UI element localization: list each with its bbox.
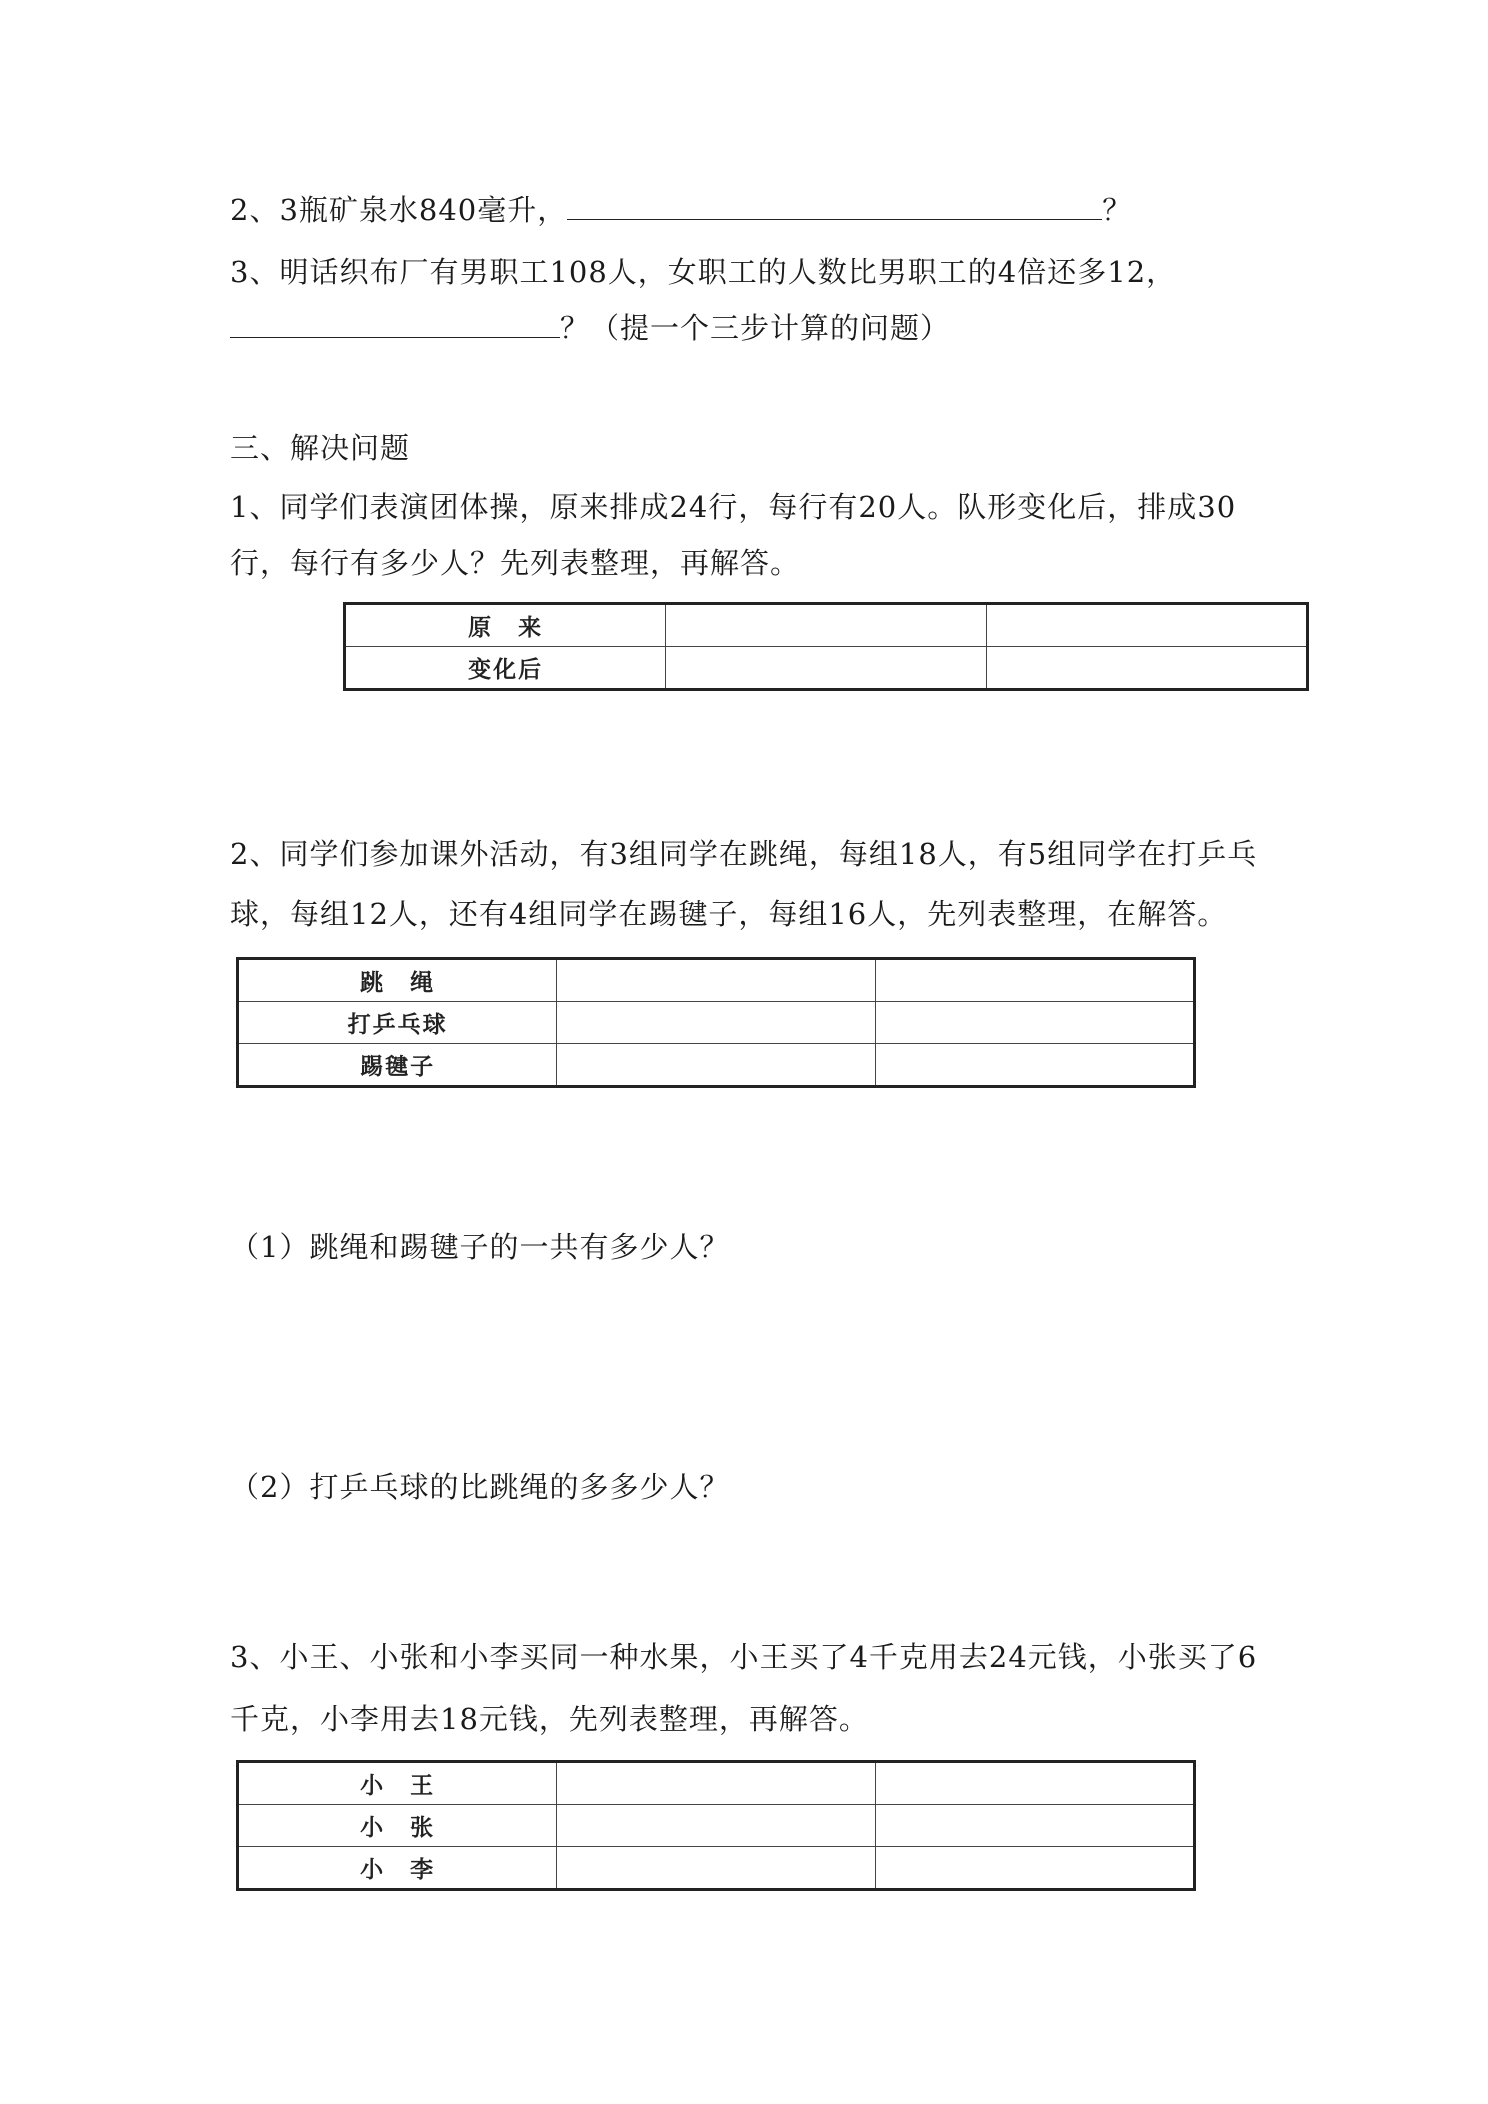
problem-2-sub2: （2）打乒乓球的比跳绳的多多少人？ (230, 1470, 730, 1504)
problem-3-table (236, 1760, 1196, 1891)
table-row (238, 959, 1195, 1002)
problem-1-line2: 行，每行有多少人？先列表整理，再解答。 (230, 546, 801, 580)
problem-2-line2: 球，每组12人，还有4组同学在踢毽子，每组16人，先列表整理，在解答。 (230, 897, 1228, 931)
table-cell[interactable] (557, 1002, 875, 1044)
table-cell[interactable] (557, 1847, 875, 1890)
row-label: 跳 绳 (238, 959, 557, 1002)
table-cell[interactable] (986, 604, 1307, 647)
row-label: 小 李 (238, 1847, 557, 1890)
table-cell[interactable] (557, 1044, 875, 1087)
table-cell[interactable] (875, 1847, 1194, 1890)
table-cell[interactable] (875, 1044, 1194, 1087)
table-row (238, 1805, 1195, 1847)
question-2-end: ？ (1102, 193, 1133, 227)
row-label: 打乒乓球 (238, 1002, 557, 1044)
section-heading: 三、解决问题 (230, 431, 411, 465)
problem-2-line1: 2、同学们参加课外活动，有3组同学在跳绳，每组18人，有5组同学在打乒乓 (230, 837, 1258, 871)
problem-3-line1: 3、小王、小张和小李买同一种水果，小王买了4千克用去24元钱，小张买了6 (230, 1640, 1258, 1674)
table-cell[interactable] (557, 1805, 875, 1847)
table-cell[interactable] (557, 959, 875, 1002)
table-cell[interactable] (875, 1805, 1194, 1847)
answer-blank[interactable] (230, 309, 560, 338)
problem-2-sub1: （1）跳绳和踢毽子的一共有多少人？ (230, 1230, 730, 1264)
table-cell[interactable] (986, 647, 1307, 690)
problem-1-table (343, 602, 1309, 691)
row-label: 小 王 (238, 1762, 557, 1805)
problem-3-line2: 千克，小李用去18元钱，先列表整理，再解答。 (230, 1702, 869, 1736)
question-3-end: ？（提一个三步计算的问题） (560, 311, 951, 345)
row-label: 变化后 (345, 647, 666, 690)
answer-blank[interactable] (567, 191, 1102, 220)
question-2-line (230, 190, 1290, 230)
question-3-line1: 3、明话织布厂有男职工108人，女职工的人数比男职工的4倍还多12， (230, 255, 1177, 289)
table-cell[interactable] (666, 647, 986, 690)
table-row (345, 647, 1308, 690)
table-cell[interactable] (666, 604, 986, 647)
table-row (238, 1002, 1195, 1044)
table-cell[interactable] (875, 1002, 1194, 1044)
problem-2-table (236, 957, 1196, 1088)
row-label: 小 张 (238, 1805, 557, 1847)
table-cell[interactable] (875, 1762, 1194, 1805)
problem-1-line1: 1、同学们表演团体操，原来排成24行，每行有20人。队形变化后，排成30 (230, 490, 1237, 524)
row-label: 踢毽子 (238, 1044, 557, 1087)
table-row (238, 1847, 1195, 1890)
table-cell[interactable] (557, 1762, 875, 1805)
row-label: 原 来 (345, 604, 666, 647)
table-cell[interactable] (875, 959, 1194, 1002)
table-row (345, 604, 1308, 647)
question-2-text: 2、3瓶矿泉水840毫升， (230, 193, 568, 227)
question-3-line2 (230, 308, 1290, 348)
table-row (238, 1762, 1195, 1805)
table-row (238, 1044, 1195, 1087)
